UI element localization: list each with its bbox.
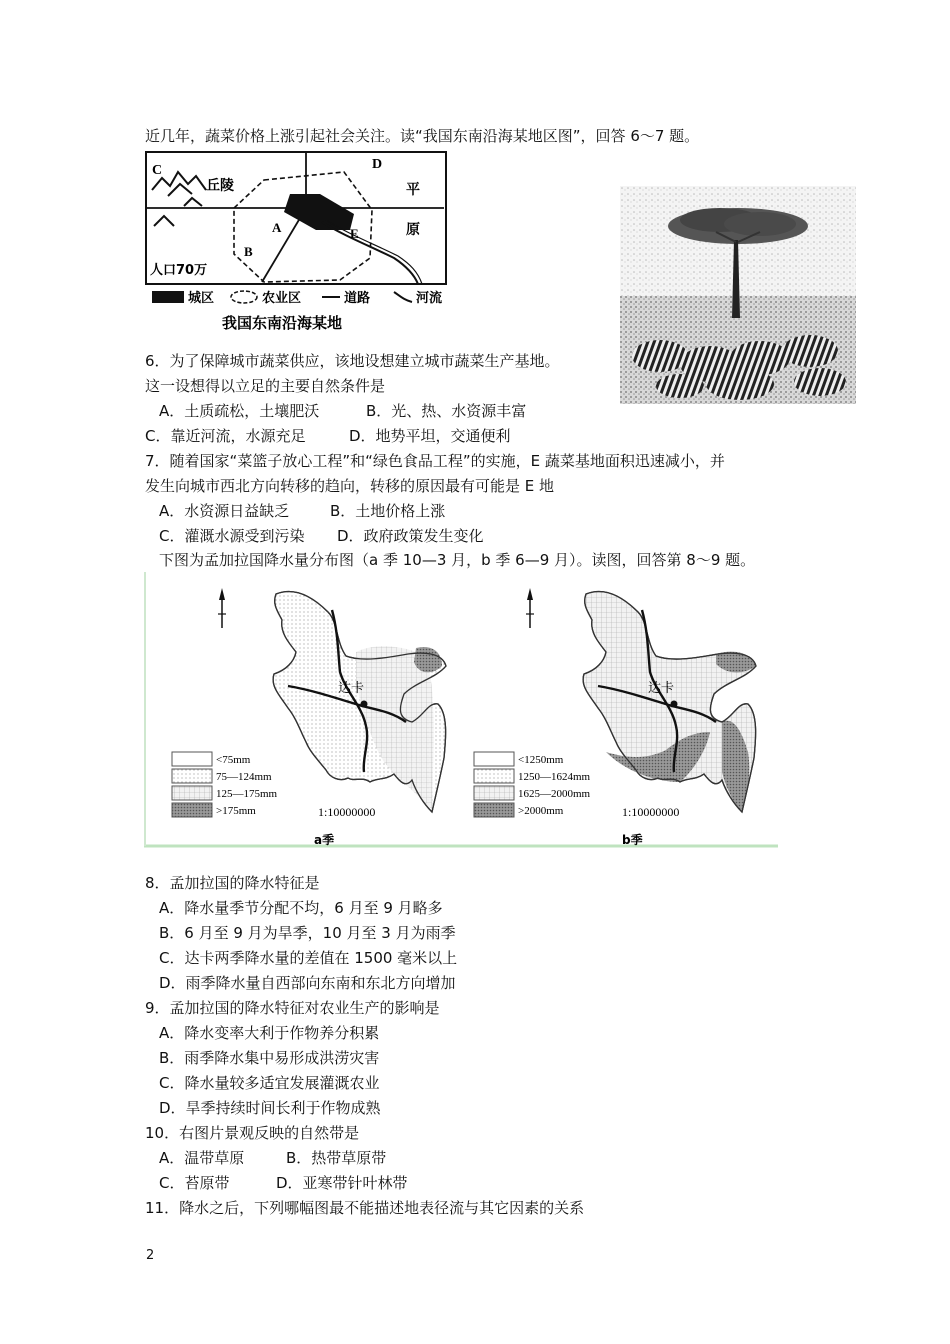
legend-river-swatch (394, 292, 412, 302)
legend-b-2: 1250—1624mm (518, 771, 591, 783)
q6-option-b: B．光、热、水资源丰富 (366, 402, 527, 420)
bangladesh-precipitation-figure (144, 572, 778, 850)
legend-river: 河流 (416, 291, 443, 306)
page-number: 2 (146, 1248, 155, 1263)
legend-b-4: >2000mm (518, 805, 564, 817)
legend-b-swatch-2 (474, 769, 514, 783)
q8-option-b: B．6 月至 9 月为旱季，10 月至 3 月为雨季 (159, 924, 456, 942)
legend-b-swatch-3 (474, 786, 514, 800)
q11-stem: 11．降水之后，下列哪幅图最不能描述地表径流与其它因素的关系 (145, 1199, 585, 1217)
q10-option-a: A．温带草原 (159, 1149, 245, 1167)
label-c: C (152, 163, 163, 178)
q9-option-b: B．雨季降水集中易形成洪涝灾害 (159, 1049, 380, 1067)
legend-a-swatch-1 (172, 752, 212, 766)
legend-city-swatch (152, 291, 184, 303)
q8-option-c: C．达卡两季降水量的差值在 1500 毫米以上 (159, 949, 458, 967)
legend-a-3: 125—175mm (216, 788, 278, 800)
intro-8-9: 下图为孟加拉国降水量分布图（a 季 10—3 月，b 季 6—9 月）。读图，回答第 8～9 题。 (159, 551, 756, 569)
legend-a-1: <75mm (216, 754, 251, 766)
legend-a-swatch-4 (172, 803, 212, 817)
q9-option-a: A．降水变率大利于作物养分积累 (159, 1024, 380, 1042)
label-population: 人口70万 (150, 263, 208, 278)
dhaka-label-a: 达卡 (338, 681, 365, 696)
dhaka-point-a (361, 701, 368, 708)
q6-option-c: C．靠近河流，水源充足 (145, 427, 306, 445)
q10-stem: 10．右图片景观反映的自然带是 (145, 1124, 360, 1142)
q6-option-a: A．土质疏松，土壤肥沃 (159, 402, 320, 420)
label-a: A (272, 220, 282, 235)
legend-a-4: >175mm (216, 805, 256, 817)
intro-6-7: 近几年，蔬菜价格上涨引起社会关注。读“我国东南沿海某地区图”，回答 6～7 题。 (145, 127, 700, 145)
legend-farm-swatch (231, 291, 257, 303)
legend-b-1: <1250mm (518, 754, 564, 766)
q6-option-d: D．地势平坦，交通便利 (349, 427, 511, 445)
dhaka-point-b (671, 701, 678, 708)
q9-stem: 9．孟加拉国的降水特征对农业生产的影响是 (145, 999, 440, 1017)
q10-option-c: C．苔原带 (159, 1174, 230, 1192)
legend-road: 道路 (344, 291, 371, 306)
map1-caption: 我国东南沿海某地 (222, 314, 343, 332)
label-plain-2: 原 (406, 222, 420, 238)
label-b: B (244, 244, 253, 259)
q9-option-c: C．降水量较多适宜发展灌溉农业 (159, 1074, 380, 1092)
legend-city: 城区 (188, 291, 215, 306)
q7-option-d: D．政府政策发生变化 (337, 527, 484, 545)
label-d: D (372, 157, 383, 172)
q8-stem: 8．孟加拉国的降水特征是 (145, 874, 320, 892)
label-hills: 丘陵 (206, 178, 234, 194)
scale-a: 1:10000000 (318, 805, 376, 819)
season-a-label: a季 (314, 833, 335, 847)
label-e: E (350, 226, 359, 241)
q8-option-d: D．雨季降水量自西部向东南和东北方向增加 (159, 974, 456, 992)
city-area (284, 194, 354, 230)
q7-option-b: B．土地价格上涨 (330, 502, 446, 520)
label-plain-1: 平 (406, 182, 420, 198)
q9-option-d: D．旱季持续时间长利于作物成熟 (159, 1099, 381, 1117)
legend-a-swatch-2 (172, 769, 212, 783)
q7-option-a: A．水资源日益缺乏 (159, 502, 290, 520)
q8-option-a: A．降水量季节分配不均，6 月至 9 月略多 (159, 899, 443, 917)
legend-b-swatch-1 (474, 752, 514, 766)
q6-stem-2: 这一设想得以立足的主要自然条件是 (145, 377, 386, 395)
scale-b: 1:10000000 (622, 805, 680, 819)
dhaka-label-b: 达卡 (648, 681, 675, 696)
q7-stem-1: 7．随着国家“菜篮子放心工程”和“绿色食品工程”的实施，E 蔬菜基地面积迅速减小，并 (145, 452, 725, 470)
legend-b-swatch-4 (474, 803, 514, 817)
q10-option-b: B．热带草原带 (286, 1149, 387, 1167)
southeast-coast-map (144, 150, 454, 336)
savanna-photo (620, 186, 856, 404)
q7-stem-2: 发生向城市西北方向转移的趋向，转移的原因最有可能是 E 地 (145, 477, 555, 495)
legend-b-3: 1625—2000mm (518, 788, 591, 800)
legend-a-2: 75—124mm (216, 771, 272, 783)
q10-option-d: D．亚寒带针叶林带 (276, 1174, 408, 1192)
legend-farm: 农业区 (262, 291, 302, 306)
legend-a-swatch-3 (172, 786, 212, 800)
q6-stem-1: 6．为了保障城市蔬菜供应，该地设想建立城市蔬菜生产基地。 (145, 352, 560, 370)
q7-option-c: C．灌溉水源受到污染 (159, 527, 305, 545)
season-b-label: b季 (622, 833, 643, 847)
